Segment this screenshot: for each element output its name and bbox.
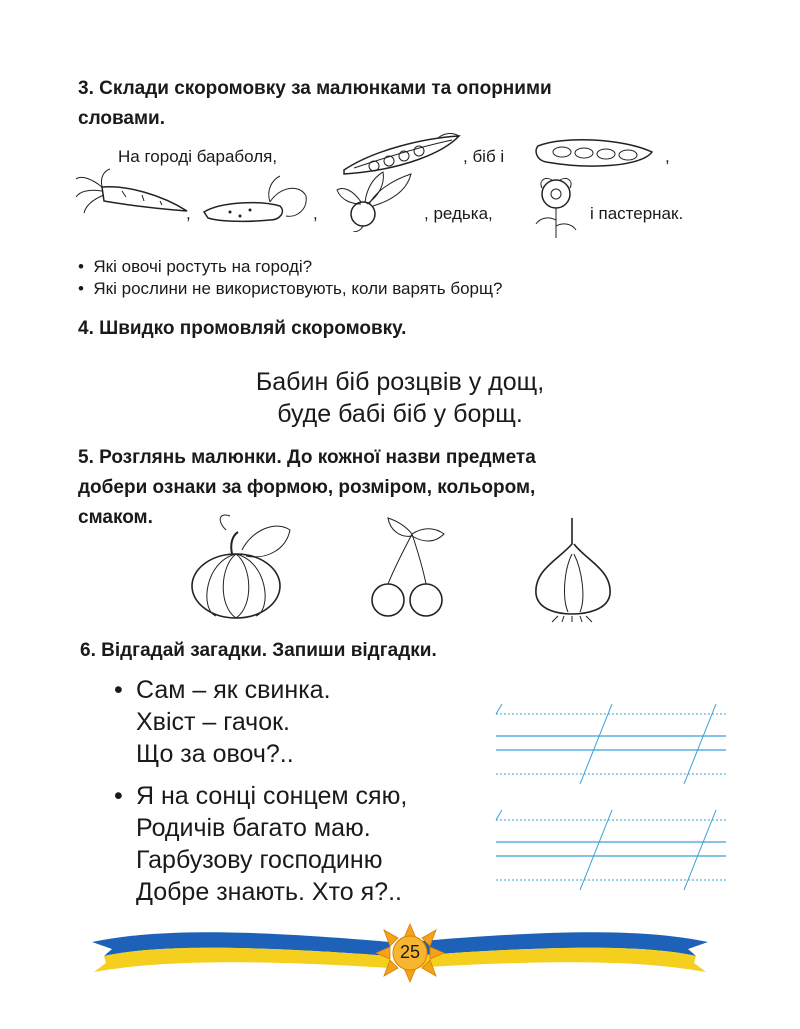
task3-line2-comma1: , xyxy=(186,204,191,223)
task3-line2-comma2: , xyxy=(313,204,318,223)
tongue-twister-line2: буде бабі біб у борщ. xyxy=(277,400,523,428)
question-1: • Які овочі ростуть на городі? xyxy=(78,257,313,276)
pumpkin-icon xyxy=(186,510,296,622)
question-2-text: Які рослини не використовують, коли варять борщ? xyxy=(93,279,503,298)
riddle1-bullet: • xyxy=(114,676,123,704)
task4-title: 4. Швидко промовляй скоромовку. xyxy=(78,318,407,339)
carrot-icon xyxy=(72,165,190,225)
riddle2-line2: Родичів багато маю. xyxy=(136,814,371,842)
riddle2-bullet: • xyxy=(114,782,123,810)
tongue-twister-line1: Бабин біб розцвів у дощ, xyxy=(255,368,545,396)
garlic-icon xyxy=(528,514,618,624)
task6-title: 6. Відгадай загадки. Запиши відгадки. xyxy=(80,640,437,661)
page-number: 25 xyxy=(399,942,421,962)
task3-title-line2: словами. xyxy=(78,108,166,129)
question-1-text: Які овочі ростуть на городі? xyxy=(93,257,313,276)
riddle1-line2: Хвіст – гачок. xyxy=(136,708,290,736)
riddle1-line3: Що за овоч?.. xyxy=(136,740,294,768)
riddle2-line3: Гарбузову господиню xyxy=(136,846,383,874)
riddle2-line1: Я на сонці сонцем сяю, xyxy=(136,782,408,810)
riddle2-line4: Добре знають. Хто я?.. xyxy=(136,878,402,906)
answer-lines-2[interactable] xyxy=(490,806,730,892)
task3-line1-start: На городі бараболя, xyxy=(118,147,278,166)
question-2: • Які рослини не використовують, коли варять борщ? xyxy=(78,279,503,298)
answer-lines-1[interactable] xyxy=(490,700,730,786)
task3-line2-radish: , редька, xyxy=(424,204,493,223)
cucumber-icon xyxy=(200,172,310,232)
task5-title-line3: смаком. xyxy=(78,507,153,528)
task3-title-line1: 3. Склади скоромовку за малюнками та опорними xyxy=(78,78,552,99)
task5-title-line2: добери ознаки за формою, розміром, кольором, xyxy=(78,477,536,498)
bean-pod-icon xyxy=(532,132,657,176)
task3-line1-end: , xyxy=(665,147,670,166)
task5-title-line1: 5. Розглянь малюнки. До кожної назви предмета xyxy=(78,447,536,468)
riddle1-line1: Сам – як свинка. xyxy=(136,676,331,704)
poppy-icon xyxy=(528,176,584,240)
beet-icon xyxy=(333,170,423,232)
task3-line2-end: і пастернак. xyxy=(590,204,684,223)
cherries-icon xyxy=(360,514,460,618)
task3-line1-mid: , біб і xyxy=(463,147,505,166)
